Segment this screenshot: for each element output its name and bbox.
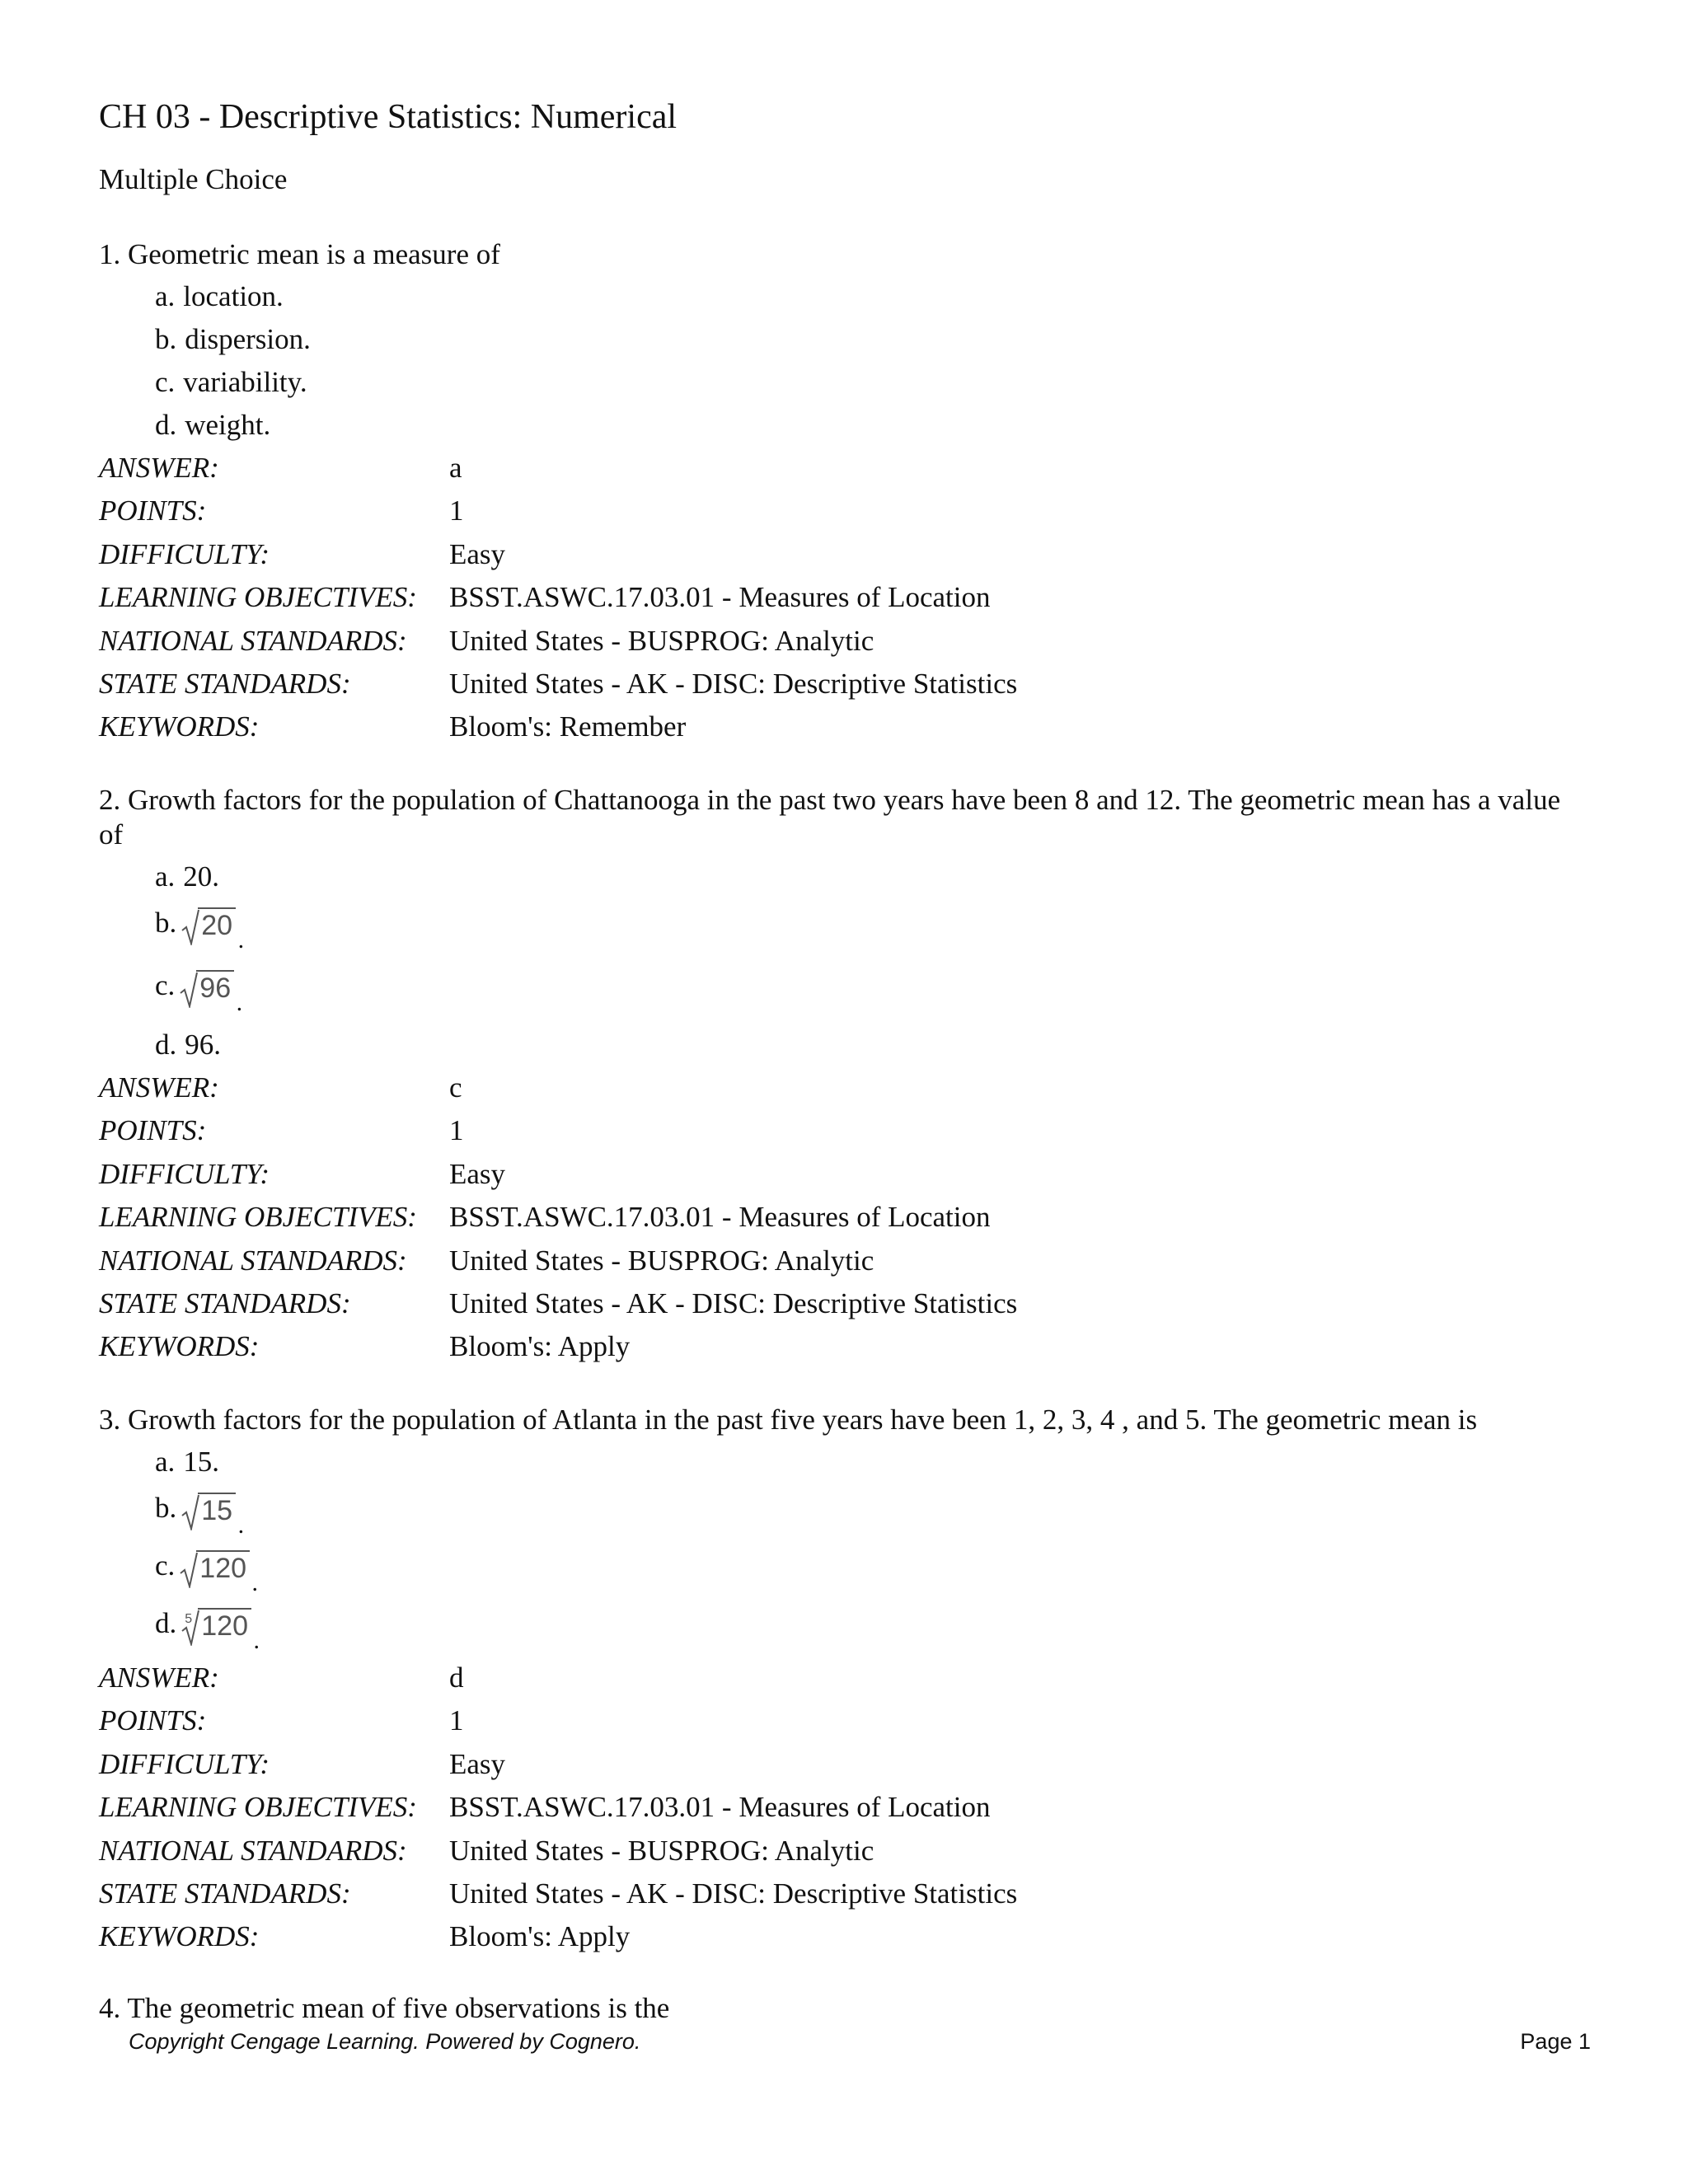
keywords-row xyxy=(99,1325,1582,1368)
learning-objectives-row xyxy=(99,1786,1582,1829)
square-root-expression xyxy=(180,963,243,1016)
state-standards-row xyxy=(99,1872,1582,1915)
period-mark: . xyxy=(251,1568,259,1596)
national-standards-label: NATIONAL STANDARDS: xyxy=(99,1834,407,1867)
keywords-value: Bloom's: Apply xyxy=(449,1330,631,1363)
national-standards-value: United States - BUSPROG: Analytic xyxy=(449,1834,874,1867)
choice-d xyxy=(155,1599,1582,1657)
answer-value: d xyxy=(449,1661,464,1694)
question-stem: 1. Geometric mean is a measure of xyxy=(99,238,500,270)
radical-sign-icon xyxy=(181,1494,199,1530)
choice-letter: c. xyxy=(155,1549,176,1582)
period-mark: . xyxy=(237,1511,245,1539)
difficulty-value: Easy xyxy=(449,1157,506,1190)
answer-row xyxy=(99,447,1582,490)
points-row xyxy=(99,1109,1582,1152)
keywords-label: KEYWORDS: xyxy=(99,1330,260,1363)
choice-letter: c. xyxy=(155,969,176,1001)
state-standards-value: United States - AK - DISC: Descriptive Statistics xyxy=(449,1286,1018,1319)
points-value: 1 xyxy=(449,494,464,527)
choice-text: 20. xyxy=(183,860,220,893)
square-root-expression xyxy=(181,901,245,954)
learning-objectives-label: LEARNING OBJECTIVES: xyxy=(99,1201,417,1234)
choice-text: 15. xyxy=(183,1446,220,1478)
points-label: POINTS: xyxy=(99,494,207,527)
choice-letter: a. xyxy=(155,860,176,893)
state-standards-label: STATE STANDARDS: xyxy=(99,1877,351,1910)
question-stem: 3. Growth factors for the population of Atlanta in the past five years have been 1, 2, 3, 4 , and 5. The geometric mean is xyxy=(99,1404,1478,1436)
choice-list xyxy=(99,275,1582,447)
choice-text: dispersion. xyxy=(185,323,311,355)
choice-list xyxy=(99,855,1582,1066)
choice-c xyxy=(155,1541,1582,1599)
answer-label: ANSWER: xyxy=(99,1071,219,1104)
choice-b xyxy=(155,1483,1582,1541)
answer-label: ANSWER: xyxy=(99,1661,219,1694)
difficulty-label: DIFFICULTY: xyxy=(99,1747,270,1780)
period-mark: . xyxy=(236,988,243,1016)
period-mark: . xyxy=(253,1626,260,1654)
choice-letter: d. xyxy=(155,409,177,441)
question-2 xyxy=(99,783,1582,1369)
radicand: 120 xyxy=(198,1608,251,1643)
choice-b xyxy=(155,898,1582,961)
radical-sign-icon xyxy=(181,909,199,945)
radical-sign-icon xyxy=(180,972,198,1008)
learning-objectives-row xyxy=(99,1196,1582,1239)
national-standards-value: United States - BUSPROG: Analytic xyxy=(449,1244,874,1277)
learning-objectives-value: BSST.ASWC.17.03.01 - Measures of Location xyxy=(449,1791,991,1824)
difficulty-label: DIFFICULTY: xyxy=(99,1157,270,1190)
choice-letter: b. xyxy=(155,907,177,939)
chapter-title: CH 03 - Descriptive Statistics: Numerical xyxy=(99,98,678,136)
answer-value: c xyxy=(449,1071,462,1104)
state-standards-label: STATE STANDARDS: xyxy=(99,1286,351,1319)
choice-a xyxy=(155,1441,1582,1483)
keywords-value: Bloom's: Remember xyxy=(449,710,687,743)
answer-label: ANSWER: xyxy=(99,452,219,484)
question-4 xyxy=(99,1991,1582,2026)
radical-sign-icon xyxy=(180,1552,198,1588)
root-index: 5 xyxy=(185,1611,193,1626)
choice-letter: d. xyxy=(155,1029,177,1061)
difficulty-value: Easy xyxy=(449,1747,506,1780)
question-stem: 2. Growth factors for the population of Chattanooga in the past two years have been 8 and 12. The geometric mean has a value of xyxy=(99,784,1561,851)
choice-letter: d. xyxy=(155,1607,177,1639)
choice-a xyxy=(155,855,1582,898)
square-root-expression xyxy=(181,1486,245,1539)
points-value: 1 xyxy=(449,1704,464,1737)
page-number: Page 1 xyxy=(1520,2029,1591,2054)
choice-letter: b. xyxy=(155,323,177,355)
state-standards-value: United States - AK - DISC: Descriptive Statistics xyxy=(449,667,1018,700)
national-standards-row xyxy=(99,620,1582,663)
radicand: 96 xyxy=(196,970,234,1005)
keywords-row xyxy=(99,1915,1582,1958)
learning-objectives-value: BSST.ASWC.17.03.01 - Measures of Location xyxy=(449,1201,991,1234)
state-standards-row xyxy=(99,663,1582,705)
choice-a xyxy=(155,275,1582,318)
answer-row xyxy=(99,1066,1582,1109)
difficulty-value: Easy xyxy=(449,537,506,570)
difficulty-row xyxy=(99,533,1582,576)
radicand: 120 xyxy=(196,1550,250,1585)
difficulty-row xyxy=(99,1153,1582,1196)
keywords-row xyxy=(99,705,1582,748)
choice-d xyxy=(155,1024,1582,1066)
points-row xyxy=(99,490,1582,532)
radicand: 15 xyxy=(198,1493,236,1527)
section-heading: Multiple Choice xyxy=(99,163,288,195)
choice-d xyxy=(155,404,1582,447)
keywords-label: KEYWORDS: xyxy=(99,1920,260,1953)
national-standards-label: NATIONAL STANDARDS: xyxy=(99,624,407,657)
answer-row xyxy=(99,1657,1582,1699)
square-root-expression xyxy=(180,1544,259,1596)
national-standards-row xyxy=(99,1240,1582,1282)
learning-objectives-row xyxy=(99,576,1582,619)
keywords-label: KEYWORDS: xyxy=(99,710,260,743)
difficulty-label: DIFFICULTY: xyxy=(99,537,270,570)
learning-objectives-value: BSST.ASWC.17.03.01 - Measures of Location xyxy=(449,581,991,614)
choice-c xyxy=(155,361,1582,404)
choice-list xyxy=(99,1441,1582,1657)
points-label: POINTS: xyxy=(99,1704,207,1737)
choice-letter: c. xyxy=(155,366,176,398)
question-stem: 4. The geometric mean of five observations is the xyxy=(99,1992,670,2024)
state-standards-value: United States - AK - DISC: Descriptive Statistics xyxy=(449,1877,1018,1910)
choice-text: weight. xyxy=(185,409,271,441)
choice-b xyxy=(155,318,1582,361)
choice-text: variability. xyxy=(183,366,307,398)
choice-letter: a. xyxy=(155,280,176,312)
question-metadata xyxy=(99,447,1582,749)
choice-letter: a. xyxy=(155,1446,176,1478)
keywords-value: Bloom's: Apply xyxy=(449,1920,631,1953)
choice-c xyxy=(155,961,1582,1024)
national-standards-row xyxy=(99,1830,1582,1872)
question-metadata xyxy=(99,1066,1582,1369)
choice-letter: b. xyxy=(155,1492,177,1524)
fifth-root-expression xyxy=(181,1601,260,1654)
points-label: POINTS: xyxy=(99,1114,207,1147)
choice-text: location. xyxy=(183,280,284,312)
answer-value: a xyxy=(449,452,462,484)
state-standards-row xyxy=(99,1282,1582,1325)
question-1 xyxy=(99,237,1582,749)
points-row xyxy=(99,1699,1582,1742)
learning-objectives-label: LEARNING OBJECTIVES: xyxy=(99,581,417,614)
learning-objectives-label: LEARNING OBJECTIVES: xyxy=(99,1791,417,1824)
choice-text: 96. xyxy=(185,1029,221,1061)
question-3 xyxy=(99,1403,1582,1959)
radicand: 20 xyxy=(198,907,236,942)
footer-copyright: Copyright Cengage Learning. Powered by Cognero. xyxy=(129,2029,641,2054)
national-standards-label: NATIONAL STANDARDS: xyxy=(99,1244,407,1277)
period-mark: . xyxy=(237,926,245,954)
state-standards-label: STATE STANDARDS: xyxy=(99,667,351,700)
national-standards-value: United States - BUSPROG: Analytic xyxy=(449,624,874,657)
points-value: 1 xyxy=(449,1114,464,1147)
question-metadata xyxy=(99,1657,1582,1959)
difficulty-row xyxy=(99,1743,1582,1786)
